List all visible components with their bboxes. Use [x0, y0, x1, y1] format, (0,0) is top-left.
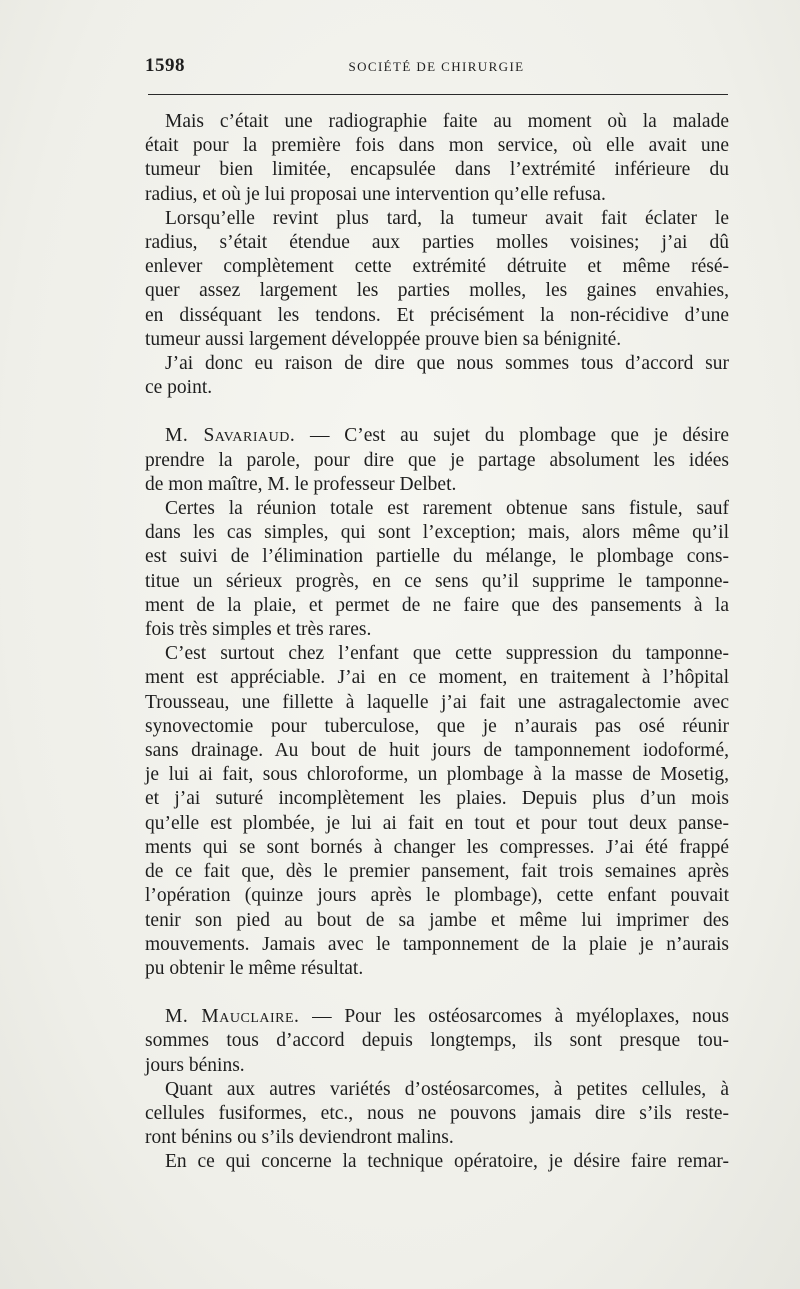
text-line: l’opération (quinze jours après le plombage), cette enfant pouvait	[145, 885, 729, 907]
text-line: était pour la première fois dans mon service, où elle avait une	[145, 135, 729, 157]
page-body	[145, 110, 729, 1175]
text-line: je lui ai fait, sous chloroforme, un plombage à la masse de Mosetig,	[145, 764, 729, 786]
text-line: Lorsqu’elle revint plus tard, la tumeur avait fait éclater le	[165, 207, 729, 229]
text-line: ment est appréciable. J’ai en ce moment, en traitement à l’hôpital	[145, 667, 729, 689]
text-line: radius, s’était étendue aux parties molles voisines; j’ai dû	[145, 232, 729, 254]
text-line: C’est surtout chez l’enfant que cette suppression du tamponne-	[165, 643, 729, 665]
text-line: tenir son pied au bout de sa jambe et même lui imprimer des	[145, 909, 729, 931]
running-title: SOCIÉTÉ DE CHIRURGIE	[348, 59, 525, 74]
text-line: dans les cas simples, qui sont l’exception; mais, alors même qu’il	[145, 522, 729, 544]
text-line: sommes tous d’accord depuis longtemps, ils sont presque tou-	[145, 1030, 729, 1052]
text-line: Trousseau, une fillette à laquelle j’ai fait une astragalectomie avec	[145, 691, 729, 713]
text-line: qu’elle est plombée, je lui ai fait en tout et pour tout deux panse-	[145, 812, 729, 834]
page-header	[145, 55, 728, 85]
text-line: prendre la parole, pour dire que je partage absolument les idées	[145, 449, 729, 471]
text-line: Certes la réunion totale est rarement obtenue sans fistule, sauf	[165, 498, 729, 520]
text-line: est suivi de l’élimination partielle du mélange, le plombage cons-	[145, 546, 729, 568]
paragraph	[145, 497, 729, 642]
text-line: ront bénins ou s’ils deviendront malins.	[145, 1127, 454, 1149]
paragraph	[145, 1150, 729, 1174]
paragraph	[145, 642, 729, 981]
text-line: ments qui se sont bornés à changer les compresses. J’ai été frappé	[145, 836, 729, 858]
text-line: tumeur aussi largement développée prouve bien sa bénignité.	[145, 328, 622, 350]
text-line: en disséquant les tendons. Et précisément la non-récidive d’une	[145, 304, 729, 326]
page-number: 1598	[145, 55, 185, 76]
speaker-text: — C’est au sujet du plombage que je désire	[295, 425, 729, 447]
text-line: radius, et où je lui proposai une intervention qu’elle refusa.	[145, 183, 606, 205]
text-line: J’ai donc eu raison de dire que nous sommes tous d’accord sur	[165, 353, 729, 375]
text-line: et j’ai suturé incomplètement les plaies. Depuis plus d’un mois	[145, 788, 729, 810]
paragraph	[145, 352, 729, 400]
paragraph	[145, 1078, 729, 1151]
paragraph	[145, 207, 729, 352]
speaker-paragraph	[145, 424, 729, 497]
text-line: Mais c’était une radiographie faite au moment où la malade	[165, 111, 729, 132]
text-line: de ce fait que, dès le premier pansement, fait trois semaines après	[145, 861, 729, 883]
text-line: cellules fusiformes, etc., nous ne pouvons jamais dire s’ils reste-	[145, 1102, 729, 1124]
text-line	[145, 424, 729, 448]
text-line: enlever complètement cette extrémité détruite et même résé-	[145, 256, 729, 278]
text-line: sans drainage. Au bout de huit jours de tamponnement iodoformé,	[145, 740, 729, 762]
speaker-name: M. Mauclaire.	[165, 1006, 300, 1028]
text-line: de mon maître, M. le professeur Delbet.	[145, 473, 457, 495]
text-line: jours bénins.	[145, 1054, 245, 1076]
paragraph	[145, 110, 729, 207]
text-line: quer assez largement les parties molles, les gaines envahies,	[145, 280, 729, 302]
text-line	[145, 1005, 729, 1029]
text-line: Quant aux autres variétés d’ostéosarcomes, à petites cellules, à	[165, 1078, 729, 1100]
speaker-text: — Pour les ostéosarcomes à myéloplaxes, nous	[299, 1006, 730, 1028]
text-line: mouvements. Jamais avec le tamponnement de la plaie je n’aurais	[145, 933, 729, 955]
text-line: titue un sérieux progrès, en ce sens qu’il supprime le tamponne-	[145, 570, 729, 592]
speaker-paragraph	[145, 1005, 729, 1078]
paragraph-gap	[145, 400, 729, 424]
text-line: synovectomie pour tuberculose, que je n’aurais pas osé réunir	[145, 715, 729, 737]
header-rule	[148, 94, 728, 95]
text-line: ce point.	[145, 377, 213, 399]
speaker-name: M. Savariaud.	[165, 425, 296, 447]
text-line: tumeur bien limitée, encapsulée dans l’extrémité inférieure du	[145, 159, 729, 181]
text-line: ment de la plaie, et permet de ne faire que des pansements à la	[145, 594, 729, 616]
text-line: En ce qui concerne la technique opératoire, je désire faire remar-	[165, 1151, 729, 1173]
paragraph-gap	[145, 981, 729, 1005]
text-line: pu obtenir le même résultat.	[145, 957, 364, 979]
text-line: fois très simples et très rares.	[145, 619, 372, 641]
